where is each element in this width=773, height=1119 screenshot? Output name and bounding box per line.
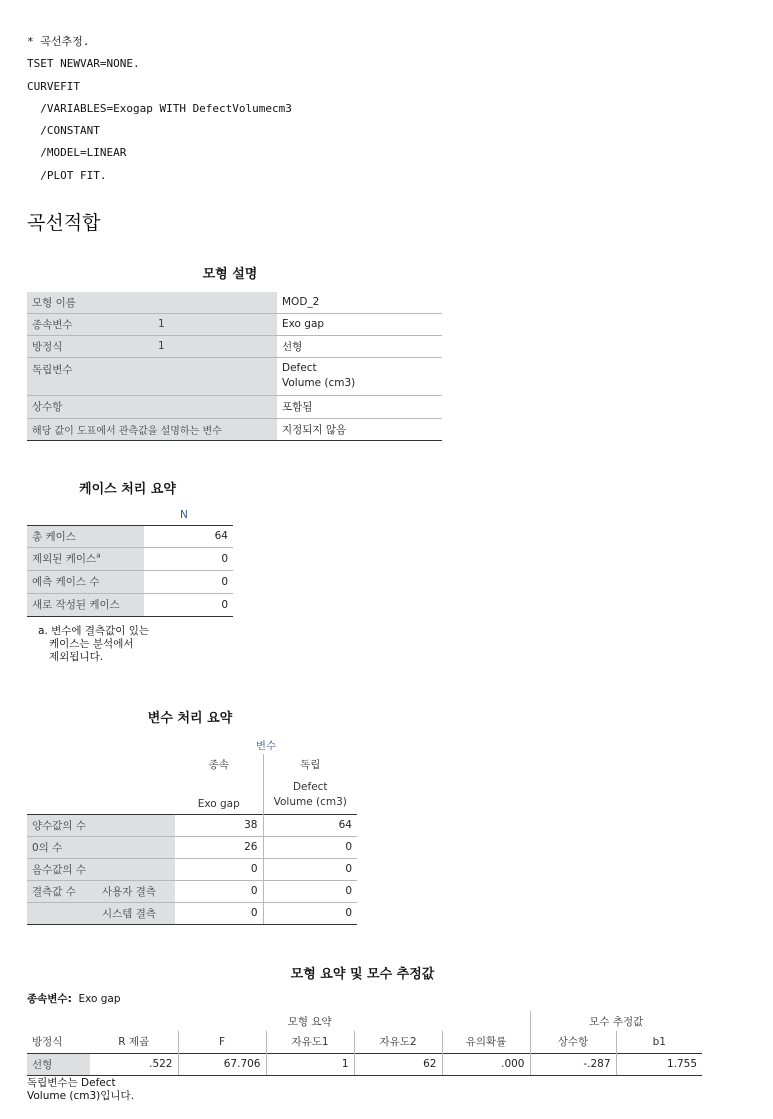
row-value: Exo gap	[277, 313, 442, 335]
independent-value: 0	[263, 880, 357, 902]
syntax-line: * 곡선추정.	[27, 35, 90, 48]
independent-var-name	[263, 774, 357, 814]
variable-summary-title: 변수 처리 요약	[147, 711, 233, 726]
df2-value: 62	[354, 1053, 442, 1075]
row-value: 선형	[277, 335, 442, 357]
syntax-line: /MODEL=LINEAR	[27, 146, 127, 160]
syntax-block	[27, 31, 292, 187]
case-summary-table	[27, 505, 233, 617]
row-label: 예측 케이스 수	[27, 570, 144, 593]
variable-summary-table	[27, 736, 357, 925]
table-header-row	[27, 754, 357, 774]
table-row	[27, 525, 233, 547]
row-sublabel: 1	[153, 313, 277, 335]
table-row	[27, 1053, 702, 1075]
row-sublabel	[153, 292, 277, 313]
row-label: 결측값 수	[27, 880, 97, 902]
syntax-line: /VARIABLES=Exogap WITH DefectVolumecm3	[27, 101, 292, 115]
table-header-row	[27, 505, 233, 525]
group-header-model-summary: 모형 요약	[287, 1015, 332, 1028]
column-header-n: N	[180, 508, 188, 521]
column-header: 자유도1	[266, 1031, 354, 1053]
row-value: MOD_2	[277, 292, 442, 313]
row-label-text: 제외된 케이스	[32, 553, 97, 565]
table-row	[27, 418, 442, 440]
column-header: 유의확률	[442, 1031, 530, 1053]
row-sublabel: 1	[153, 335, 277, 357]
syntax-line: /PLOT FIT.	[27, 168, 107, 182]
model-summary-title: 모형 요약 및 모수 추정값	[290, 967, 435, 982]
var-name-line-1: Defect	[292, 780, 328, 793]
row-label: 양수값의 수	[27, 814, 175, 836]
footnote-line: 케이스는 분석에서	[49, 638, 134, 650]
constant-value: -.287	[530, 1053, 616, 1075]
row-label: 음수값의 수	[27, 858, 175, 880]
table-row	[27, 547, 233, 570]
column-header: 자유도2	[354, 1031, 442, 1053]
f-value: 67.706	[178, 1053, 266, 1075]
independent-value: 0	[263, 858, 357, 880]
dependent-var-name: Exo gap	[197, 797, 240, 810]
row-value: 0	[144, 547, 233, 570]
dependent-value: 26	[175, 836, 263, 858]
value-line-1: Defect	[282, 362, 317, 374]
row-label	[27, 902, 97, 924]
output-heading: 곡선적합	[27, 212, 101, 234]
footnote-line: Volume (cm3)입니다.	[27, 1090, 135, 1102]
independent-value: 64	[263, 814, 357, 836]
row-label: 새로 작성된 케이스	[27, 593, 144, 616]
row-label: 0의 수	[27, 836, 175, 858]
case-summary-footnote	[38, 625, 149, 664]
df1-value: 1	[266, 1053, 354, 1075]
value-line-2: Volume (cm3)	[282, 377, 356, 389]
row-sublabel: 사용자 결측	[97, 880, 175, 902]
table-row	[27, 836, 357, 858]
row-value: 지정되지 않음	[277, 418, 442, 440]
footnote-line: 제외됩니다.	[49, 651, 104, 663]
column-header: 방정식	[27, 1031, 90, 1053]
model-description-title: 모형 설명	[202, 267, 258, 282]
footnote-line: 독립변수는 Defect	[27, 1077, 116, 1089]
syntax-line: CURVEFIT	[27, 79, 80, 93]
table-header-row	[27, 1031, 702, 1053]
table-row	[27, 335, 442, 357]
table-row	[27, 902, 357, 924]
table-row	[27, 570, 233, 593]
column-header: 상수항	[530, 1031, 616, 1053]
table-row	[27, 858, 357, 880]
table-row	[27, 395, 442, 418]
column-header: F	[178, 1031, 266, 1053]
row-sublabel	[153, 357, 277, 395]
dependent-value: 0	[175, 880, 263, 902]
row-sublabel: 시스템 결측	[97, 902, 175, 924]
table-row	[27, 880, 357, 902]
row-label: 상수항	[27, 395, 153, 418]
table-row	[27, 814, 357, 836]
table-row	[27, 313, 442, 335]
table-header-row	[27, 774, 357, 814]
r-square-value: .522	[90, 1053, 178, 1075]
footnote-line: a. 변수에 결측값이 있는	[38, 625, 150, 637]
dependent-value: 38	[175, 814, 263, 836]
significance-value: .000	[442, 1053, 530, 1075]
caption-value: Exo gap	[78, 993, 121, 1005]
model-description-table	[27, 292, 442, 441]
row-label	[27, 547, 144, 570]
row-value: 0	[144, 593, 233, 616]
caption-label: 종속변수:	[27, 993, 72, 1005]
dependent-variable-caption	[27, 991, 121, 1006]
group-header-parameter-estimates: 모수 추정값	[530, 1011, 702, 1031]
row-label: 모형 이름	[27, 292, 153, 313]
row-value: 0	[144, 570, 233, 593]
row-sublabel	[153, 395, 277, 418]
footnote-marker: a	[96, 551, 101, 560]
column-header-dependent: 종속	[208, 758, 229, 771]
row-label: 방정식	[27, 335, 153, 357]
table-row	[27, 593, 233, 616]
model-summary-footnote	[27, 1077, 134, 1103]
case-summary-title: 케이스 처리 요약	[79, 482, 176, 497]
column-header: b1	[616, 1031, 702, 1053]
dependent-value: 0	[175, 858, 263, 880]
group-header: 변수	[255, 739, 277, 752]
table-row	[27, 357, 442, 395]
column-header-independent: 독립	[263, 754, 357, 774]
b1-value: 1.755	[616, 1053, 702, 1075]
row-value: 64	[144, 525, 233, 547]
row-label: 선형	[27, 1053, 90, 1075]
independent-value: 0	[263, 836, 357, 858]
table-row	[27, 292, 442, 313]
model-summary-table	[27, 1011, 702, 1076]
syntax-line: /CONSTANT	[27, 124, 100, 138]
table-header-row	[27, 1011, 702, 1031]
column-header: R 제곱	[118, 1036, 150, 1049]
row-label: 독립변수	[27, 357, 153, 395]
table-header-row	[27, 736, 357, 754]
row-label: 해당 값이 도표에서 관측값을 설명하는 변수	[27, 418, 277, 440]
row-value	[277, 357, 442, 395]
syntax-line: TSET NEWVAR=NONE.	[27, 57, 140, 71]
row-label: 총 케이스	[27, 525, 144, 547]
row-value: 포함됨	[277, 395, 442, 418]
dependent-value: 0	[175, 902, 263, 924]
var-name-line-2: Volume (cm3)	[273, 795, 347, 808]
independent-value: 0	[263, 902, 357, 924]
row-label: 종속변수	[27, 313, 153, 335]
